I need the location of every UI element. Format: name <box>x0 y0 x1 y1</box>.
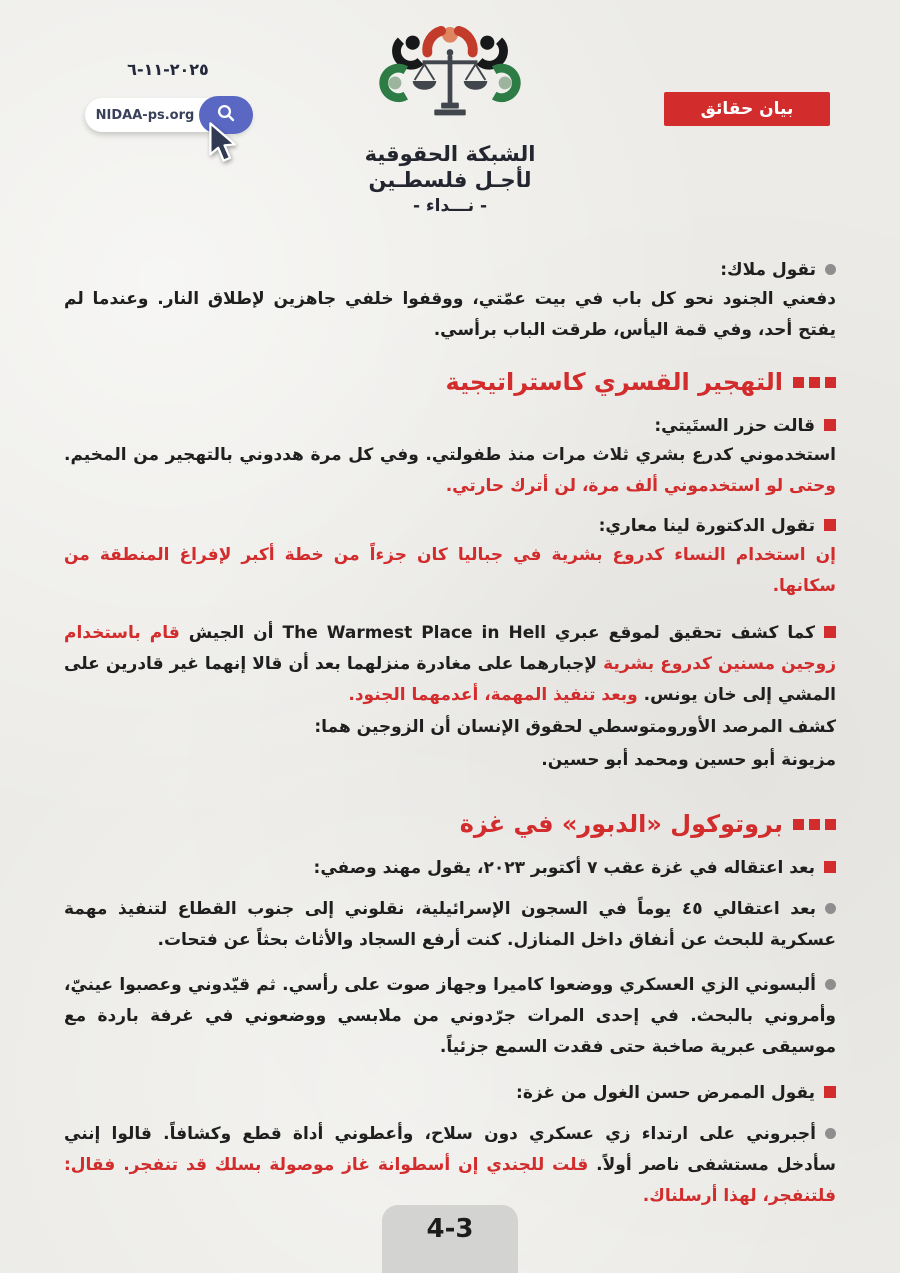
gray-dot-bullet-icon <box>825 264 836 275</box>
couple-names-line: مزيونة أبو حسين ومحمد أبو حسين. <box>541 750 836 771</box>
website-url: NIDAA-ps.org <box>95 107 195 123</box>
red-square-icon <box>793 377 804 388</box>
organization-logo-block <box>355 24 545 216</box>
fact-statement-badge: بيان حقائق <box>664 92 830 126</box>
gray-dot-bullet-icon <box>825 903 836 914</box>
justice-scale-people-logo <box>375 119 525 138</box>
publication-date: ٢٠٢٥-١١-٦ <box>127 60 209 79</box>
red-square-bullet-icon <box>824 419 836 431</box>
red-square-icon <box>825 819 836 830</box>
hebrew-site-name: The Warmest Place in Hell <box>282 622 546 643</box>
org-name-line1: الشبكة الحقوقية <box>364 142 536 166</box>
page-number-tab <box>382 1205 518 1273</box>
attribution-malak: تقول ملاك: <box>64 260 836 280</box>
page-number: 4-3 <box>426 1214 474 1244</box>
attribution-hazar: قالت حزر الستَيتي: <box>64 416 836 436</box>
red-square-icon <box>825 377 836 388</box>
section-heading-forced-displacement: التهجير القسري كاستراتيجية <box>64 368 836 396</box>
quote-hazar: استخدموني كدرع بشري ثلاث مرات منذ طفولتي. وفي كل مرة هددوني بالتهجير من المخيم. وحتى لو استخدموني ألف مرة، لن أترك حارتي. <box>64 444 836 496</box>
quote-malak: دفعني الجنود نحو كل باب في بيت عمّتي، ووقفوا خلفي جاهزين لإطلاق النار. وعندما لم يفتح أحد، وفي قمة اليأس، طرقت الباب برأسي. <box>64 289 836 340</box>
quote-lina: إن استخدام النساء كدروع بشرية في جباليا كان جزءاً من خطة أكبر لإفراغ المنطقة من سكانها. <box>64 544 836 596</box>
attribution-muhannad: بعد اعتقاله في غزة عقب ٧ أكتوبر ٢٠٢٣، يقول مهند وصفي: <box>64 858 836 878</box>
red-square-bullet-icon <box>824 1086 836 1098</box>
observatory-line: كشف المرصد الأورومتوسطي لحقوق الإنسان أن الزوجين هما: <box>314 717 836 738</box>
red-square-bullet-icon <box>824 861 836 873</box>
gray-dot-bullet-icon <box>825 1128 836 1139</box>
mouse-cursor-icon <box>206 122 240 168</box>
quote-muhannad-2: ألبسوني الزي العسكري ووضعوا كاميرا وجهاز صوت على رأسي. ثم قيّدوني وعصبوا عينيّ، وأمروني بالبحث. في إحدى المرات جرّدوني من ملابسي ووضعوني في غرفة باردة مع موسيقى عبرية صاخبة حتى فقدت السمع جزئياً. <box>64 975 836 1058</box>
attribution-lina: تقول الدكتورة لينا معاري: <box>64 516 836 536</box>
gray-dot-bullet-icon <box>825 979 836 990</box>
quote-hassan: أجبروني على ارتداء زي عسكري دون سلاح، وأعطوني أداة قطع وكشافاً. قالوا إنني سأدخل مستشفى ناصر أولاً. قلت للجندي إن أسطوانة غاز موصولة بسلك قد تنفجر. فقال: فلتنفجر، لهذا أرسلناك. <box>64 1124 836 1206</box>
red-square-icon <box>809 377 820 388</box>
red-square-bullet-icon <box>824 519 836 531</box>
section-heading-hornet-protocol: بروتوكول «الدبور» في غزة <box>64 810 836 838</box>
investigation-paragraph: كما كشف تحقيق لموقع عبري The Warmest Place in Hell أن الجيش قام باستخدام زوجين مسنين كدروع بشرية لإجبارهما على مغادرة منزلهما بعد أن قالا إنهما غير قادرين على المشي إلى خان يونس. وبعد تنفيذ المهمة، أعدمهما الجنود. <box>64 622 836 705</box>
document-body <box>64 236 836 1212</box>
red-square-bullet-icon <box>824 626 836 638</box>
red-square-icon <box>793 819 804 830</box>
attribution-hassan: يقول الممرض حسن الغول من غزة: <box>64 1083 836 1103</box>
org-name-line2: لأجـل فلسطـين <box>368 168 532 192</box>
red-square-icon <box>809 819 820 830</box>
quote-muhannad-1: بعد اعتقالي ٤٥ يوماً في السجون الإسرائيلية، نقلوني إلى جنوب القطاع لتنفيذ مهمة عسكرية للبحث عن أنفاق داخل المنازل. كنت أرفع السجاد والأثاث بحثاً عن فتحات. <box>64 899 836 951</box>
org-name-line3: - نـــداء - <box>412 196 488 216</box>
